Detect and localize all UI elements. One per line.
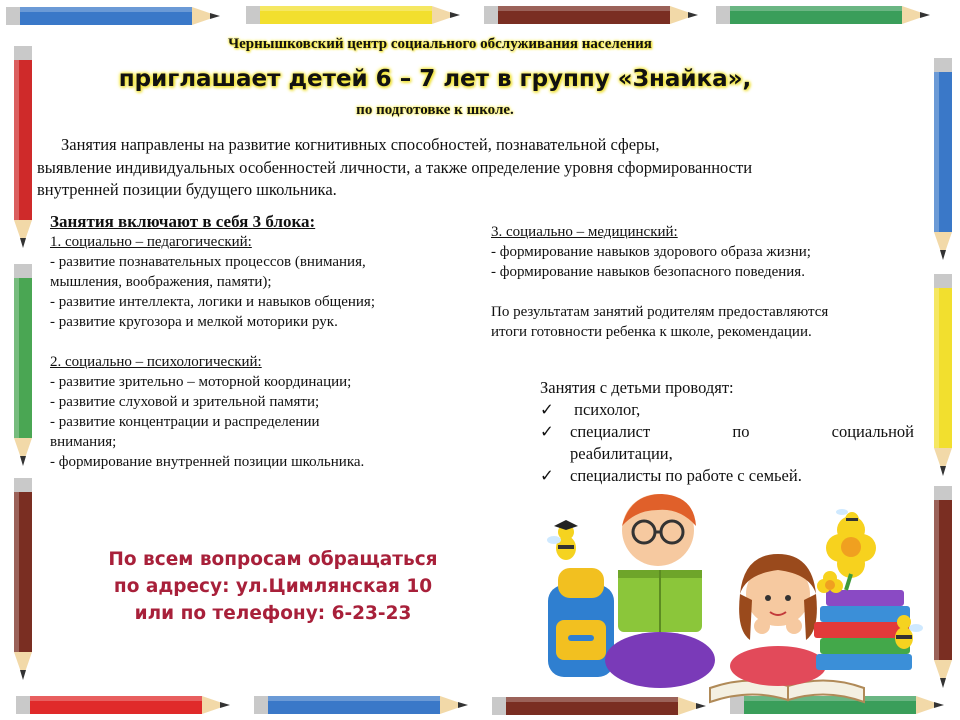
- staff-item-label: психолог,: [570, 400, 641, 419]
- pencil-bottom-2: [254, 696, 468, 714]
- checkmark-icon: ✓: [540, 422, 554, 441]
- word: социальной: [831, 422, 914, 441]
- staff-item-label: [570, 421, 914, 443]
- word: по: [732, 422, 750, 441]
- pencil-top-1: [6, 7, 220, 25]
- block2-title: 2. социально – психологический:: [50, 354, 262, 370]
- pencil-bottom-1: [16, 696, 230, 714]
- block1-title: 1. социально – педагогический:: [50, 234, 252, 250]
- staff-item-label: специалисты по работе с семьей.: [570, 466, 802, 485]
- blocks-heading: Занятия включают в себя 3 блока:: [50, 212, 316, 231]
- list-item: - развитие зрительно – моторной координации;: [50, 374, 352, 390]
- results-line-1: По результатам занятий родителям предоставляются: [491, 304, 829, 320]
- list-item: - развитие концентрации и распределении: [50, 414, 320, 430]
- staff-title: Занятия с детьми проводят:: [540, 378, 734, 397]
- book-stack-icon: [814, 590, 912, 670]
- staff-item-psychologist: [540, 399, 914, 421]
- checkmark-icon: ✓: [540, 400, 554, 419]
- backpack-icon: [548, 568, 614, 677]
- flower-icon: [817, 571, 843, 593]
- pencil-left-3: [14, 478, 32, 680]
- pencil-left-2: [14, 264, 32, 466]
- contact-line-2: по адресу: ул.Цимлянская 10: [113, 576, 433, 597]
- pencil-right-3: [934, 486, 952, 688]
- bee-icon: [547, 520, 578, 560]
- staff-item-rehab-specialist: [540, 421, 914, 465]
- bee-icon: [895, 615, 923, 649]
- list-item: мышления, воображения, памяти);: [50, 274, 272, 290]
- invitation-title: приглашает детей 6 – 7 лет в группу «Знайка»,: [118, 66, 752, 92]
- contact-line-3: или по телефону: 6-23-23: [134, 603, 412, 624]
- intro-paragraph: [37, 134, 939, 202]
- contact-line-1: По всем вопросам обращаться: [108, 549, 438, 570]
- boy-reading-figure: [605, 494, 715, 688]
- pencil-top-2: [246, 6, 460, 24]
- contact-info: [108, 546, 438, 627]
- staff-item-family-specialists: [540, 465, 914, 487]
- girl-reading-figure: [730, 554, 826, 686]
- results-line-2: итоги готовности ребенка к школе, рекомендации.: [491, 324, 812, 340]
- organization-name: Чернышковский центр социального обслуживания населения: [228, 36, 652, 52]
- list-item: - формирование навыков безопасного поведения.: [491, 264, 805, 280]
- intro-line-1: Занятия направлены на развитие когнитивных способностей, познавательной сферы,: [61, 135, 660, 154]
- staff-section: [540, 377, 914, 487]
- list-item: - развитие познавательных процессов (внимания,: [50, 254, 366, 270]
- list-item: внимания;: [50, 434, 117, 450]
- purpose-subtitle: по подготовке к школе.: [356, 102, 514, 118]
- list-item: - развитие интеллекта, логики и навыков общения;: [50, 294, 375, 310]
- intro-line-3: внутренней позиции будущего школьника.: [37, 180, 337, 199]
- list-item: - развитие кругозора и мелкой моторики рук.: [50, 314, 338, 330]
- list-item: - формирование внутренней позиции школьника.: [50, 454, 365, 470]
- children-reading-illustration: [540, 490, 930, 705]
- blocks-left-column: [50, 212, 470, 472]
- pencil-top-4: [716, 6, 930, 24]
- pencil-right-2: [934, 274, 952, 476]
- block3-title: 3. социально – медицинский:: [491, 224, 678, 240]
- word: специалист: [570, 422, 651, 441]
- blocks-right-column: [491, 222, 921, 342]
- list-item: - развитие слуховой и зрительной памяти;: [50, 394, 320, 410]
- staff-item-continuation: реабилитации,: [570, 444, 673, 463]
- checkmark-icon: ✓: [540, 466, 554, 485]
- staff-list: [540, 399, 914, 487]
- pencil-top-3: [484, 6, 698, 24]
- list-item: - формирование навыков здорового образа жизни;: [491, 244, 811, 260]
- intro-line-2: выявление индивидуальных особенностей личности, а также определение уровня сформированности: [37, 157, 753, 177]
